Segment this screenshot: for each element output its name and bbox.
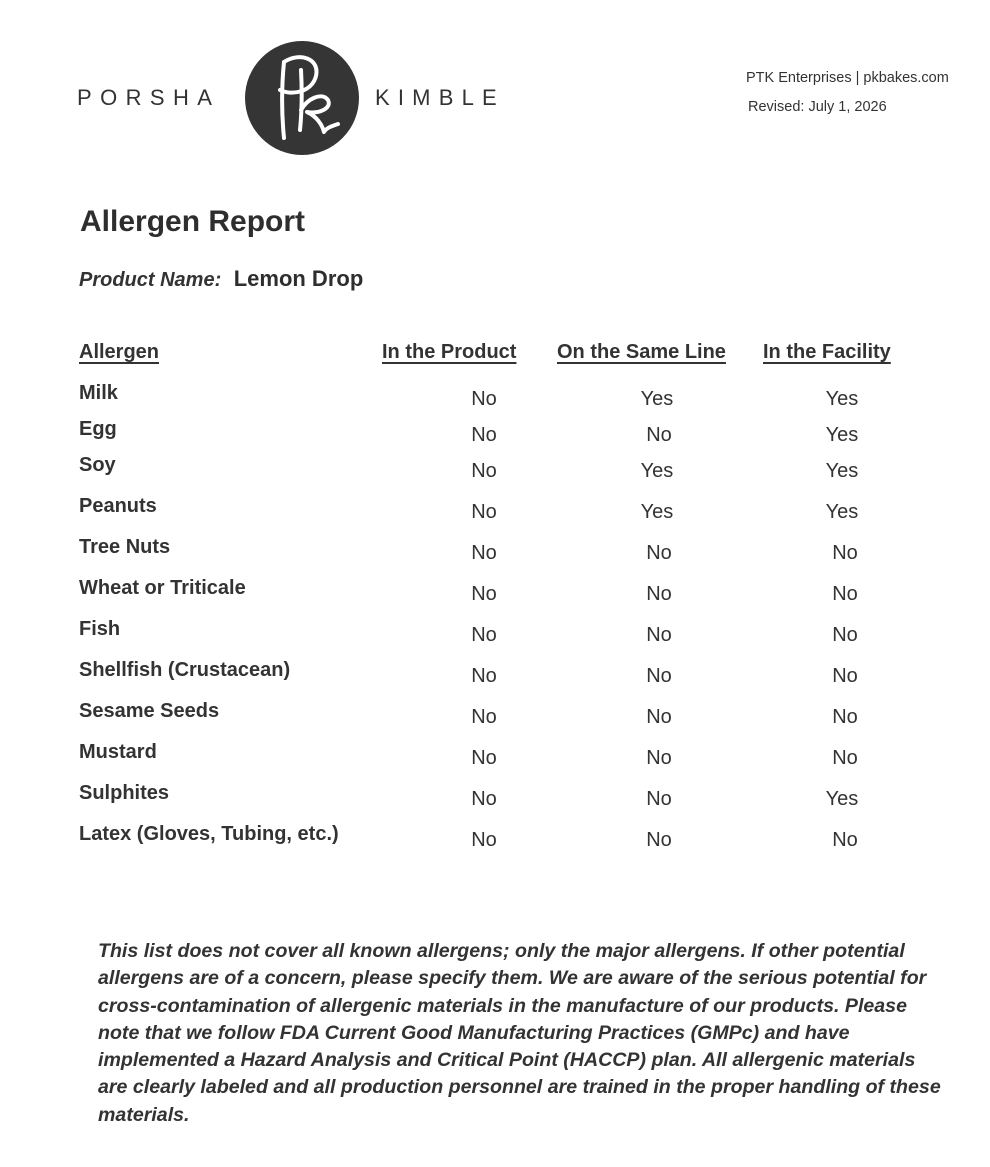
header-meta — [746, 64, 949, 122]
in-product-value: No — [471, 542, 497, 564]
page-title: Allergen Report — [80, 205, 306, 238]
product-name-value: Lemon Drop — [233, 266, 364, 291]
allergen-name: Soy — [79, 454, 116, 476]
same-line-value: No — [646, 788, 672, 810]
same-line-value: Yes — [640, 501, 674, 523]
in-product-value: No — [471, 706, 497, 728]
facility-value: No — [832, 542, 858, 564]
table-row — [0, 452, 990, 482]
same-line-value: No — [646, 583, 672, 605]
allergen-name: Peanuts — [79, 495, 157, 517]
logo-last-name: KIMBLE — [375, 85, 505, 110]
revised-date: Revised: July 1, 2026 — [748, 99, 887, 115]
disclaimer-text: This list does not cover all known allergens; only the major allergens. If other potential allergens are of a concern, please specify them. We are aware of the serious potential for cross-contamination of allergenic materials in the manufacture of our products. Please note that we follow FDA Current Good Manufacturing Practices (GMPc) and have implemented a Hazard Analysis and Critical Point (HACCP) plan. All allergenic materials are clearly labeled and all production personnel are trained in the proper handling of these materials. — [98, 940, 941, 1126]
same-line-value: Yes — [640, 388, 674, 410]
column-header-in-product: In the Product — [382, 341, 517, 363]
facility-value: No — [832, 747, 858, 769]
column-header-facility: In the Facility — [763, 341, 891, 363]
company-line: PTK Enterprises | pkbakes.com — [746, 70, 949, 86]
facility-value: No — [832, 706, 858, 728]
table-row — [0, 616, 990, 646]
facility-value: Yes — [825, 501, 859, 523]
same-line-value: No — [646, 542, 672, 564]
in-product-value: No — [471, 829, 497, 851]
same-line-value: No — [646, 665, 672, 687]
table-row — [0, 534, 990, 564]
allergen-name: Shellfish (Crustacean) — [79, 659, 291, 681]
logo-first-name: PORSHA — [77, 85, 221, 110]
in-product-value: No — [471, 788, 497, 810]
same-line-value: No — [646, 706, 672, 728]
facility-value: Yes — [825, 424, 859, 446]
facility-value: No — [832, 624, 858, 646]
same-line-value: No — [646, 747, 672, 769]
brand-logo — [0, 0, 560, 170]
in-product-value: No — [471, 665, 497, 687]
allergen-name: Latex (Gloves, Tubing, etc.) — [79, 823, 339, 845]
table-row — [0, 380, 990, 410]
in-product-value: No — [471, 501, 497, 523]
same-line-value: No — [646, 424, 672, 446]
facility-value: No — [832, 665, 858, 687]
allergen-name: Sulphites — [79, 782, 170, 804]
allergen-name: Egg — [79, 418, 117, 440]
facility-value: Yes — [825, 460, 859, 482]
column-header-allergen: Allergen — [79, 341, 160, 363]
allergen-name: Mustard — [79, 741, 157, 763]
table-row — [0, 780, 990, 810]
allergen-name: Milk — [79, 382, 118, 404]
in-product-value: No — [471, 388, 497, 410]
table-row — [0, 493, 990, 523]
facility-value: No — [832, 583, 858, 605]
in-product-value: No — [471, 424, 497, 446]
allergen-name: Fish — [79, 618, 121, 640]
in-product-value: No — [471, 583, 497, 605]
facility-value: Yes — [825, 388, 859, 410]
allergen-name: Wheat or Triticale — [79, 577, 246, 599]
in-product-value: No — [471, 747, 497, 769]
product-name-line — [79, 266, 363, 292]
table-row — [0, 657, 990, 687]
product-name-label: Product Name: — [79, 269, 222, 291]
in-product-value: No — [471, 460, 497, 482]
in-product-value: No — [471, 624, 497, 646]
table-row — [0, 739, 990, 769]
table-row — [0, 698, 990, 728]
allergen-name: Sesame Seeds — [79, 700, 220, 722]
facility-value: Yes — [825, 788, 859, 810]
column-header-same-line: On the Same Line — [557, 341, 726, 363]
allergen-name: Tree Nuts — [79, 536, 171, 558]
monogram-logo-icon — [244, 40, 360, 156]
table-row — [0, 821, 990, 851]
same-line-value: No — [646, 829, 672, 851]
same-line-value: Yes — [640, 460, 674, 482]
same-line-value: No — [646, 624, 672, 646]
table-row — [0, 416, 990, 446]
facility-value: No — [832, 829, 858, 851]
table-row — [0, 575, 990, 605]
